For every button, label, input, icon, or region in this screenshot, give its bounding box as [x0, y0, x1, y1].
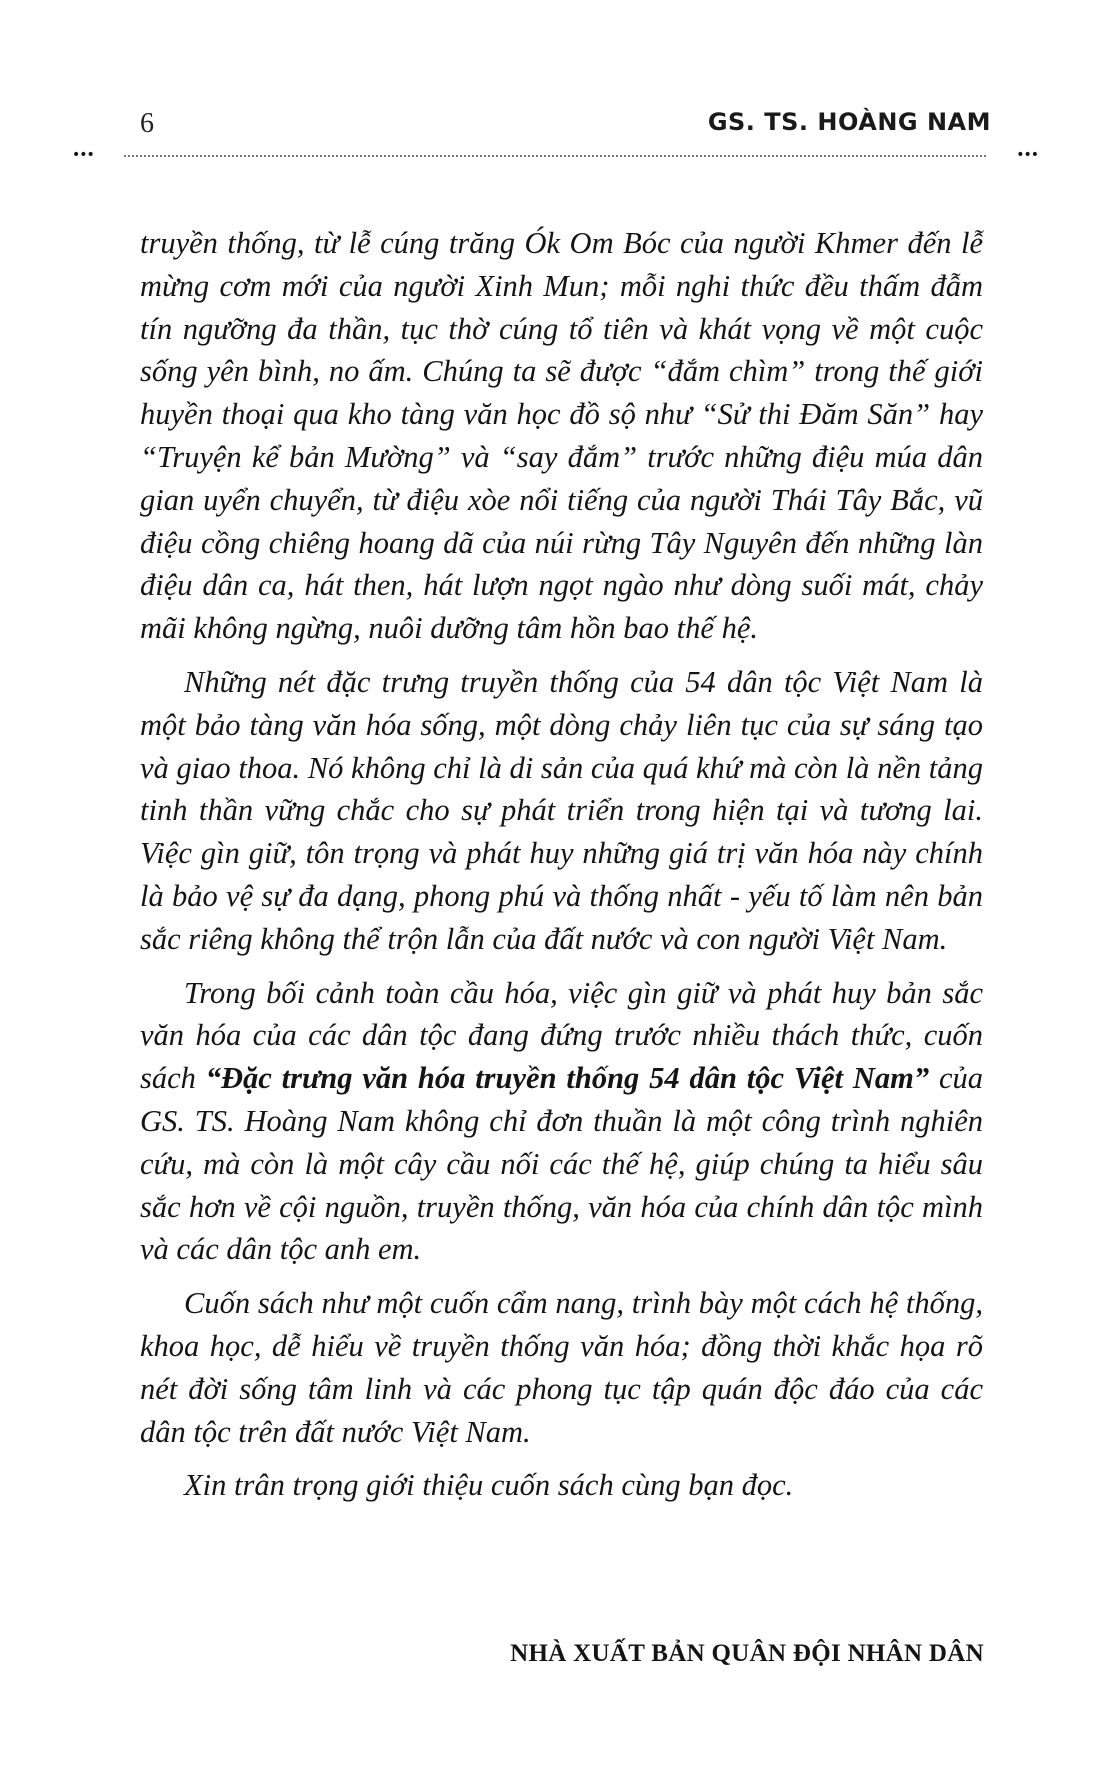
paragraph-continuation: truyền thống, từ lễ cúng trăng Ók Om Bóc của người Khmer đến lễ mừng cơm mới của người Xinh Mun; mỗi nghi thức đều thấm đẫm tín ngưỡng đa thần, tục thờ cúng tổ tiên và khát vọng về một cuộc sống yên bình, no ấm. Chúng ta sẽ được “đắm chìm” trong thế giới huyền thoại qua kho tàng văn học đồ sộ như “Sử thi Đăm Săn” hay “Truyện kể bản Mường” và “say đắm” trước những điệu múa dân gian uyển chuyển, từ điệu xòe nổi tiếng của người Thái Tây Bắc, vũ điệu cồng chiêng hoang dã của núi rừng Tây Nguyên đến những làn điệu dân ca, hát then, hát lượn ngọt ngào như dòng suối mát, chảy mãi không ngừng, nuôi dưỡng tâm hồn bao thế hệ. — [140, 226, 983, 646]
book-title: “Đặc trưng văn hóa truyền thống 54 dân tộc Việt Nam” — [205, 1061, 930, 1096]
header-divider — [72, 147, 1038, 163]
running-head-author: GS. TS. HOÀNG NAM — [707, 108, 991, 136]
paragraph-book-intro-lead: Trong bối cảnh toàn cầu hóa, việc gìn giữ và phát huy bản sắc văn hóa của các dân tộc đang đứng trước nhiều thách thức, cuốn sách — [140, 975, 983, 1096]
body-text — [140, 222, 983, 1518]
publisher-signature: NHÀ XUẤT BẢN QUÂN ĐỘI NHÂN DÂN — [510, 1640, 984, 1667]
paragraph-heritage: Những nét đặc trưng truyền thống của 54 dân tộc Việt Nam là một bảo tàng văn hóa sống, một dòng chảy liên tục của sự sáng tạo và giao thoa. Nó không chỉ là di sản của quá khứ mà còn là nền tảng tinh thần vững chắc cho sự phát triển trong hiện tại và tương lai. Việc gìn giữ, tôn trọng và phát huy những giá trị văn hóa này chính là bảo vệ sự đa dạng, phong phú và thống nhất - yếu tố làm nên bản sắc riêng không thể trộn lẫn của đất nước và con người Việt Nam. — [140, 664, 983, 956]
paragraph-book-intro-rest: của GS. TS. Hoàng Nam không chỉ đơn thuần là một công trình nghiên cứu, mà còn là một cây cầu nối các thế hệ, giúp chúng ta hiểu sâu sắc hơn về cội nguồn, truyền thống, văn hóa của chính dân tộc mình và các dân tộc anh em. — [140, 1061, 983, 1267]
page-number: 6 — [140, 108, 154, 139]
ornament-left: ••• — [72, 147, 94, 163]
paragraph-handbook: Cuốn sách như một cuốn cẩm nang, trình bày một cách hệ thống, khoa học, dễ hiểu về truyền thống văn hóa; đồng thời khắc họa rõ nét đời sống tâm linh và các phong tục tập quán độc đáo của các dân tộc trên đất nước Việt Nam. — [140, 1286, 983, 1449]
dotted-rule — [124, 155, 986, 157]
paragraph-closing: Xin trân trọng giới thiệu cuốn sách cùng bạn đọc. — [184, 1468, 794, 1503]
paragraph-book-intro — [140, 972, 983, 1272]
page-header — [72, 108, 1033, 144]
ornament-right: ••• — [1016, 147, 1038, 163]
